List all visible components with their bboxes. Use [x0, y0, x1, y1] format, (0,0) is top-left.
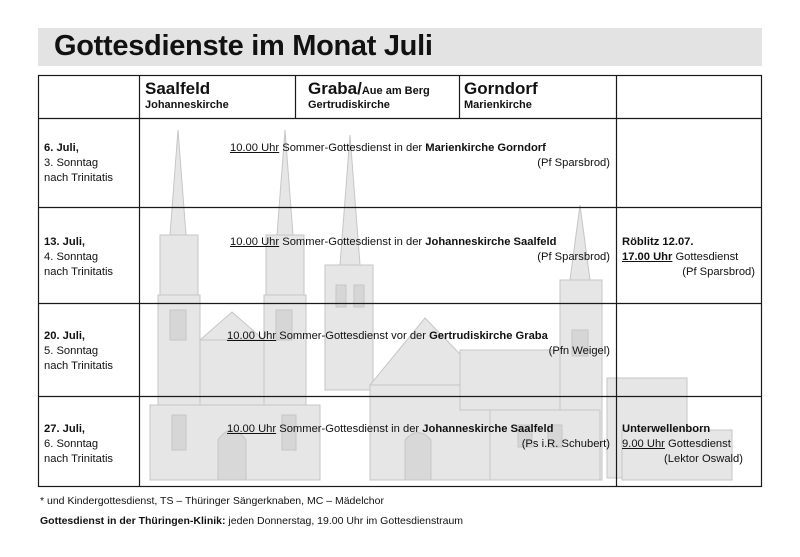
service-pastor: (Pf Sparsbrod)	[537, 157, 610, 169]
row-date: 13. Juli, 4. Sonntag nach Trinitatis	[44, 236, 114, 278]
service-pastor: (Pfn Weigel)	[548, 345, 610, 357]
extra-service-pastor: (Lektor Oswald)	[664, 453, 743, 465]
column-header-graba: Graba/Aue am Berg	[308, 79, 430, 98]
column-header-gorndorf: Gorndorf	[464, 79, 538, 98]
footnote: * und Kindergottesdienst, TS – Thüringer Sängerknaben, MC – Mädelchor	[40, 495, 384, 507]
extra-service-pastor: (Pf Sparsbrod)	[682, 266, 755, 278]
column-church-graba: Gertrudiskirche	[308, 99, 390, 111]
service-pastor: (Pf Sparsbrod)	[537, 251, 610, 263]
service-line: 10.00 Uhr Sommer-Gottesdienst vor der Gertrudiskirche Graba	[227, 330, 548, 342]
row-date: 20. Juli, 5. Sonntag nach Trinitatis	[44, 330, 114, 372]
column-church-gorndorf: Marienkirche	[464, 99, 532, 111]
row-date: 27. Juli, 6. Sonntag nach Trinitatis	[44, 423, 114, 465]
row-date: 6. Juli, 3. Sonntag nach Trinitatis	[44, 142, 114, 184]
service-pastor: (Ps i.R. Schubert)	[521, 438, 610, 450]
extra-service-place: Unterwellenborn	[622, 423, 711, 435]
page-title: Gottesdienste im Monat Juli	[54, 30, 433, 62]
service-line: 10.00 Uhr Sommer-Gottesdienst in der Marienkirche Gorndorf	[230, 142, 546, 154]
service-line: 10.00 Uhr Sommer-Gottesdienst in der Johanneskirche Saalfeld	[227, 423, 554, 435]
extra-service-line: 17.00 Uhr Gottesdienst	[622, 251, 739, 263]
klinik-note: Gottesdienst in der Thüringen-Klinik: jeden Donnerstag, 19.00 Uhr im Gottesdienstraum	[40, 515, 464, 527]
column-church-saalfeld: Johanneskirche	[145, 99, 229, 111]
service-line: 10.00 Uhr Sommer-Gottesdienst in der Johanneskirche Saalfeld	[230, 236, 557, 248]
extra-service-line: 9.00 Uhr Gottesdienst	[622, 438, 731, 450]
extra-service-place: Röblitz 12.07.	[622, 236, 694, 248]
column-header-saalfeld: Saalfeld	[145, 79, 211, 98]
